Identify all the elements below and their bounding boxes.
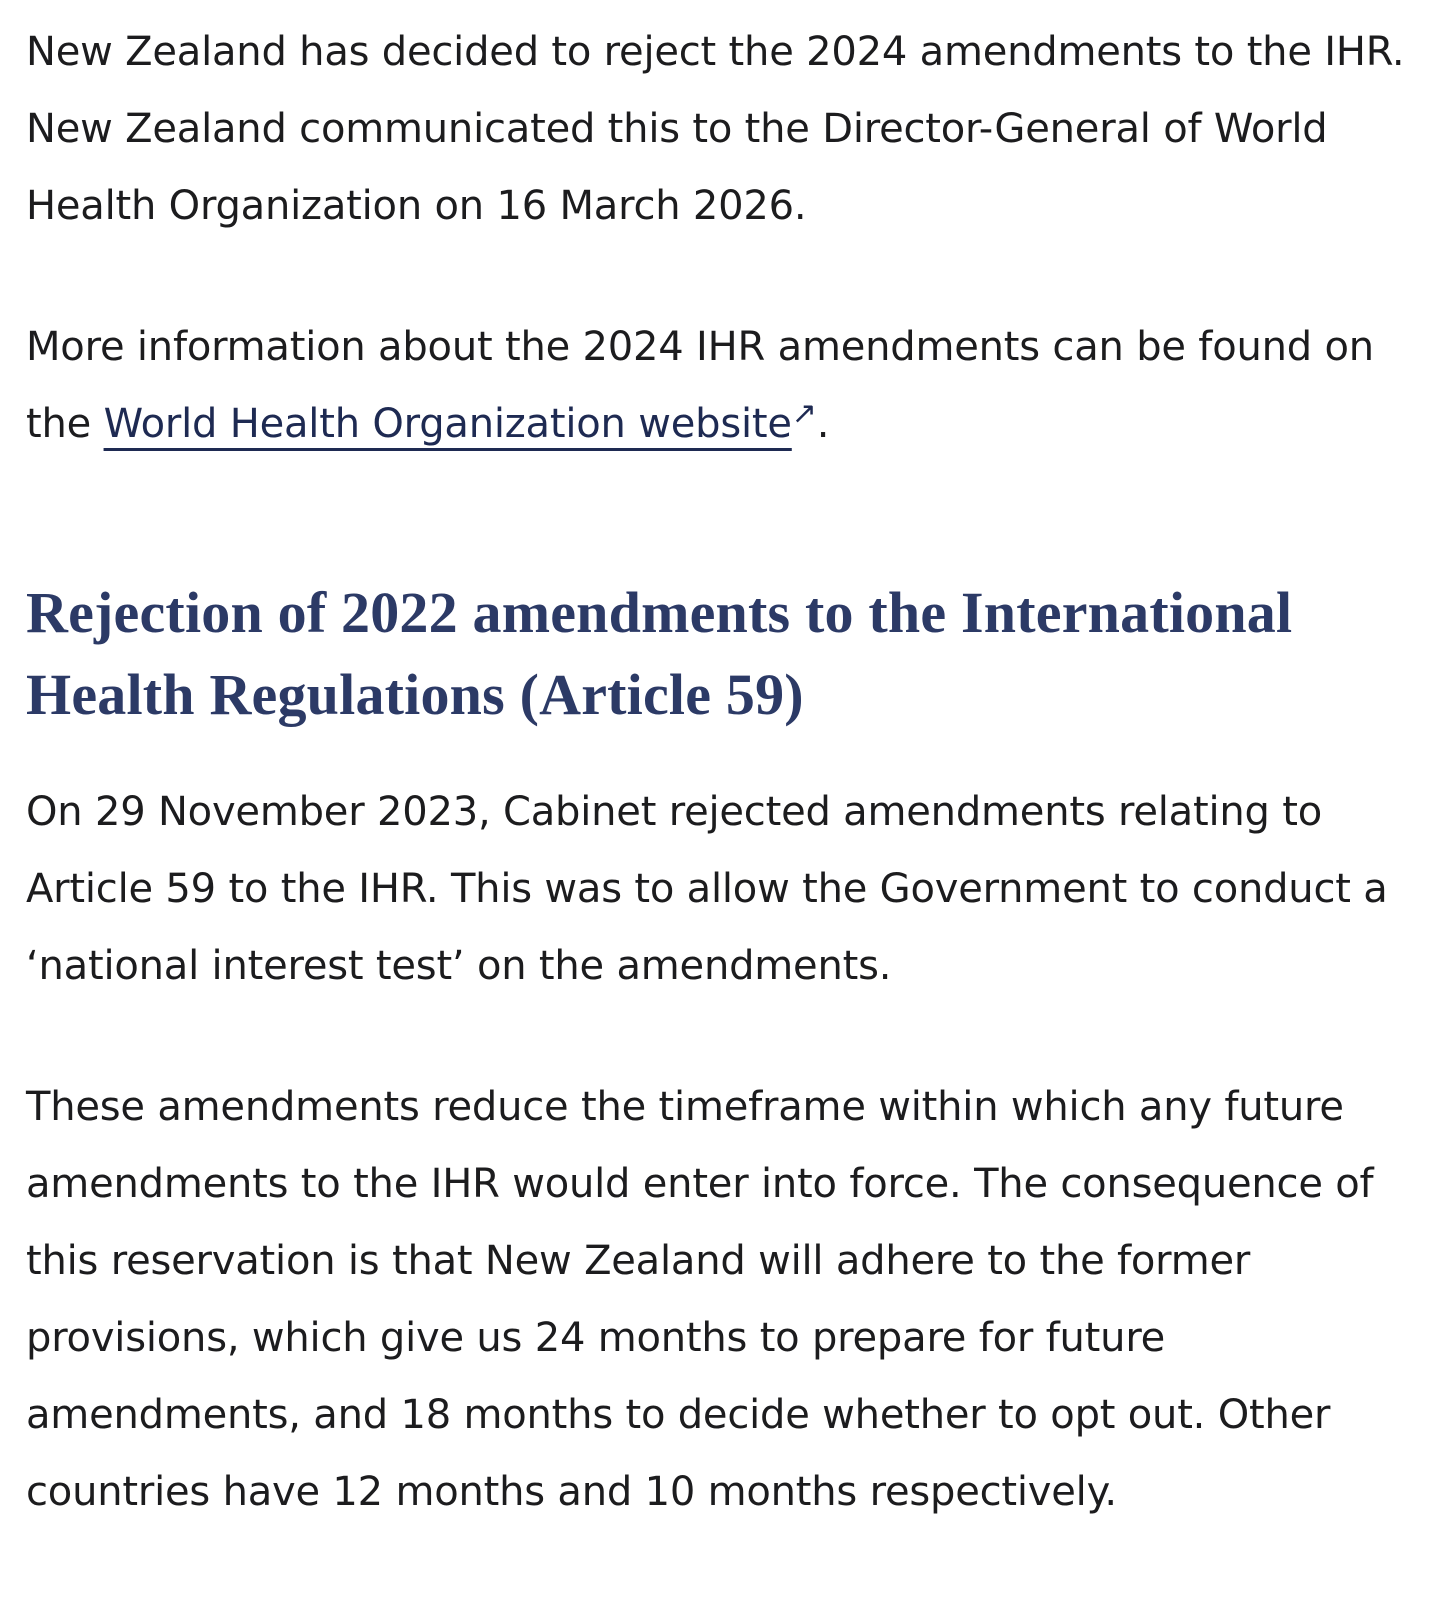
external-link-icon: ↗ — [791, 396, 817, 431]
more-information-text: More information about the 2024 IHR amendments can be found on the — [26, 324, 1374, 447]
section-heading: Rejection of 2022 amendments to the International Health Regulations (Article 59) — [26, 580, 1293, 727]
more-information-period: . — [816, 401, 830, 447]
who-website-link-label: World Health Organization website — [103, 401, 792, 447]
paragraph-timeframe: These amendments reduce the timeframe within which any future amendments to the IHR would enter into force. The consequence of this reservation is that New Zealand will adhere to the former provisions, which give us 24 months to prepare for future amendments, and 18 months to decide whether to opt out. Other countries have 12 months and 10 months respectively. — [26, 1084, 1374, 1515]
paragraph-cabinet-rejection: On 29 November 2023, Cabinet rejected amendments relating to Article 59 to the IHR. This was to allow the Government to conduct a ‘national interest test’ on the amendments. — [26, 789, 1388, 989]
who-website-link[interactable] — [103, 396, 817, 447]
paragraph-more-information — [26, 309, 1430, 463]
article-content — [26, 14, 1430, 1531]
paragraph-2024-rejection: New Zealand has decided to reject the 2024 amendments to the IHR. New Zealand communicated this to the Director-General of World Health Organization on 16 March 2026. — [26, 29, 1405, 229]
